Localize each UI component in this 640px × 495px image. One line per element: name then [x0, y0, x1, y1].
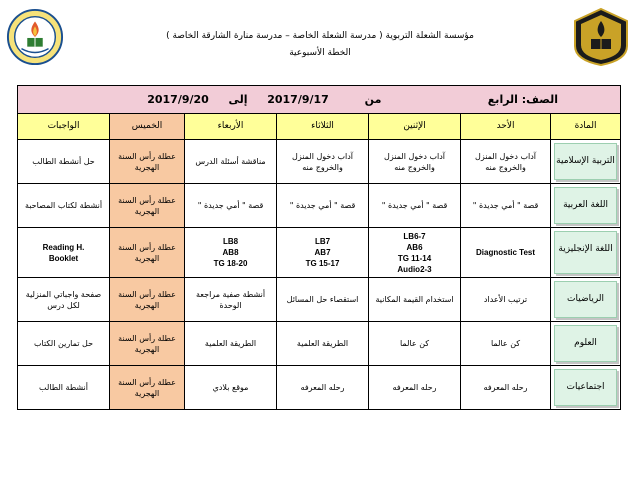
thursday-cell: عطلة رأس السنة الهجرية — [110, 278, 185, 322]
tuesday-cell: رحله المعرفه — [277, 366, 369, 410]
from-date: 2017/9/17 — [267, 93, 329, 106]
column-header-monday: الإثنين — [369, 114, 461, 140]
tuesday-cell: استقصاء حل المسائل — [277, 278, 369, 322]
sunday-cell: ترتيب الأعداد — [461, 278, 551, 322]
tuesday-cell: قصة " أمي جديدة " — [277, 184, 369, 228]
monday-cell: استخدام القيمة المكانية — [369, 278, 461, 322]
tuesday-line: AB7 — [314, 248, 331, 257]
wednesday-cell — [185, 228, 277, 278]
tuesday-cell: الطريقة العلمية — [277, 322, 369, 366]
homework-cell: حل تمارين الكتاب — [18, 322, 110, 366]
subject-label: اجتماعيات — [554, 369, 617, 406]
table-row — [18, 278, 621, 322]
plan-title-row — [18, 86, 621, 114]
class-label: الصف: الرابع — [487, 93, 559, 106]
homework-cell: أنشطة الطالب — [18, 366, 110, 410]
sunday-cell: رحله المعرفه — [461, 366, 551, 410]
column-header-subject: المادة — [551, 114, 621, 140]
from-label: من — [364, 93, 382, 106]
to-date: 2017/9/20 — [147, 93, 209, 106]
subject-label: اللغة الإنجليزية — [554, 231, 617, 274]
column-header-sunday: الأحد — [461, 114, 551, 140]
column-header-wednesday: الأربعاء — [185, 114, 277, 140]
wednesday-cell: موقع بلادي — [185, 366, 277, 410]
monday-cell: آداب دخول المنزل والخروج منه — [369, 140, 461, 184]
monday-cell: قصة " أمي جديدة " — [369, 184, 461, 228]
thursday-cell: عطلة رأس السنة الهجرية — [110, 366, 185, 410]
to-label: إلى — [228, 93, 248, 106]
monday-line: TG 11-14 — [397, 253, 432, 263]
tuesday-line: TG 15-17 — [305, 259, 340, 268]
subject-label: اللغة العربية — [554, 187, 617, 224]
column-header-homework: الواجبات — [18, 114, 110, 140]
tuesday-cell: آداب دخول المنزل والخروج منه — [277, 140, 369, 184]
wednesday-line: AB8 — [222, 248, 239, 257]
thursday-cell: عطلة رأس السنة الهجرية — [110, 228, 185, 278]
monday-cell: كن عالما — [369, 322, 461, 366]
wednesday-cell: الطريقة العلمية — [185, 322, 277, 366]
subject-label: العلوم — [554, 325, 617, 362]
tuesday-cell — [277, 228, 369, 278]
column-header-tuesday: الثلاثاء — [277, 114, 369, 140]
subject-label: التربية الإسلامية — [554, 143, 617, 180]
wednesday-cell: أنشطة صفية مراجعة الوحدة — [185, 278, 277, 322]
table-row — [18, 322, 621, 366]
table-row — [18, 140, 621, 184]
column-header-thursday: الخميس — [110, 114, 185, 140]
columns-header-row — [18, 114, 621, 140]
sunday-cell: آداب دخول المنزل والخروج منه — [461, 140, 551, 184]
weekly-plan-table — [17, 85, 621, 410]
tuesday-line: LB7 — [314, 237, 331, 246]
monday-cell: رحله المعرفه — [369, 366, 461, 410]
wednesday-line: TG 18-20 — [213, 259, 248, 268]
sunday-cell: Diagnostic Test — [461, 228, 551, 278]
homework-cell: صفحة واجباتي المنزلية لكل درس — [18, 278, 110, 322]
homework-line: Reading H. — [42, 242, 85, 252]
table-row — [18, 228, 621, 278]
homework-cell — [18, 228, 110, 278]
thursday-cell: عطلة رأس السنة الهجرية — [110, 322, 185, 366]
table-row — [18, 366, 621, 410]
table-row — [18, 184, 621, 228]
monday-cell — [369, 228, 461, 278]
sunday-cell: قصة " أمي جديدة " — [461, 184, 551, 228]
monday-line: AB6 — [406, 242, 423, 252]
wednesday-line: LB8 — [222, 237, 239, 246]
sunday-cell: كن عالما — [461, 322, 551, 366]
wednesday-cell: قصة " أمي جديدة " — [185, 184, 277, 228]
thursday-cell: عطلة رأس السنة الهجرية — [110, 184, 185, 228]
header-plan-title: الخطة الأسبوعية — [289, 48, 351, 58]
homework-cell: حل أنشطة الطالب — [18, 140, 110, 184]
homework-cell: أنشطة لكتاب المصاحبة — [18, 184, 110, 228]
subject-label: الرياضيات — [554, 281, 617, 318]
monday-line: LB6-7 — [403, 231, 426, 241]
wednesday-cell: مناقشة أسئلة الدرس — [185, 140, 277, 184]
thursday-cell: عطلة رأس السنة الهجرية — [110, 140, 185, 184]
monday-line: Audio2-3 — [397, 264, 432, 274]
homework-line: Booklet — [48, 253, 79, 263]
header-organization-line: مؤسسة الشعلة التربوية ( مدرسة الشعلة الخاصة – مدرسة منارة الشارقة الخاصة ) — [166, 31, 474, 41]
